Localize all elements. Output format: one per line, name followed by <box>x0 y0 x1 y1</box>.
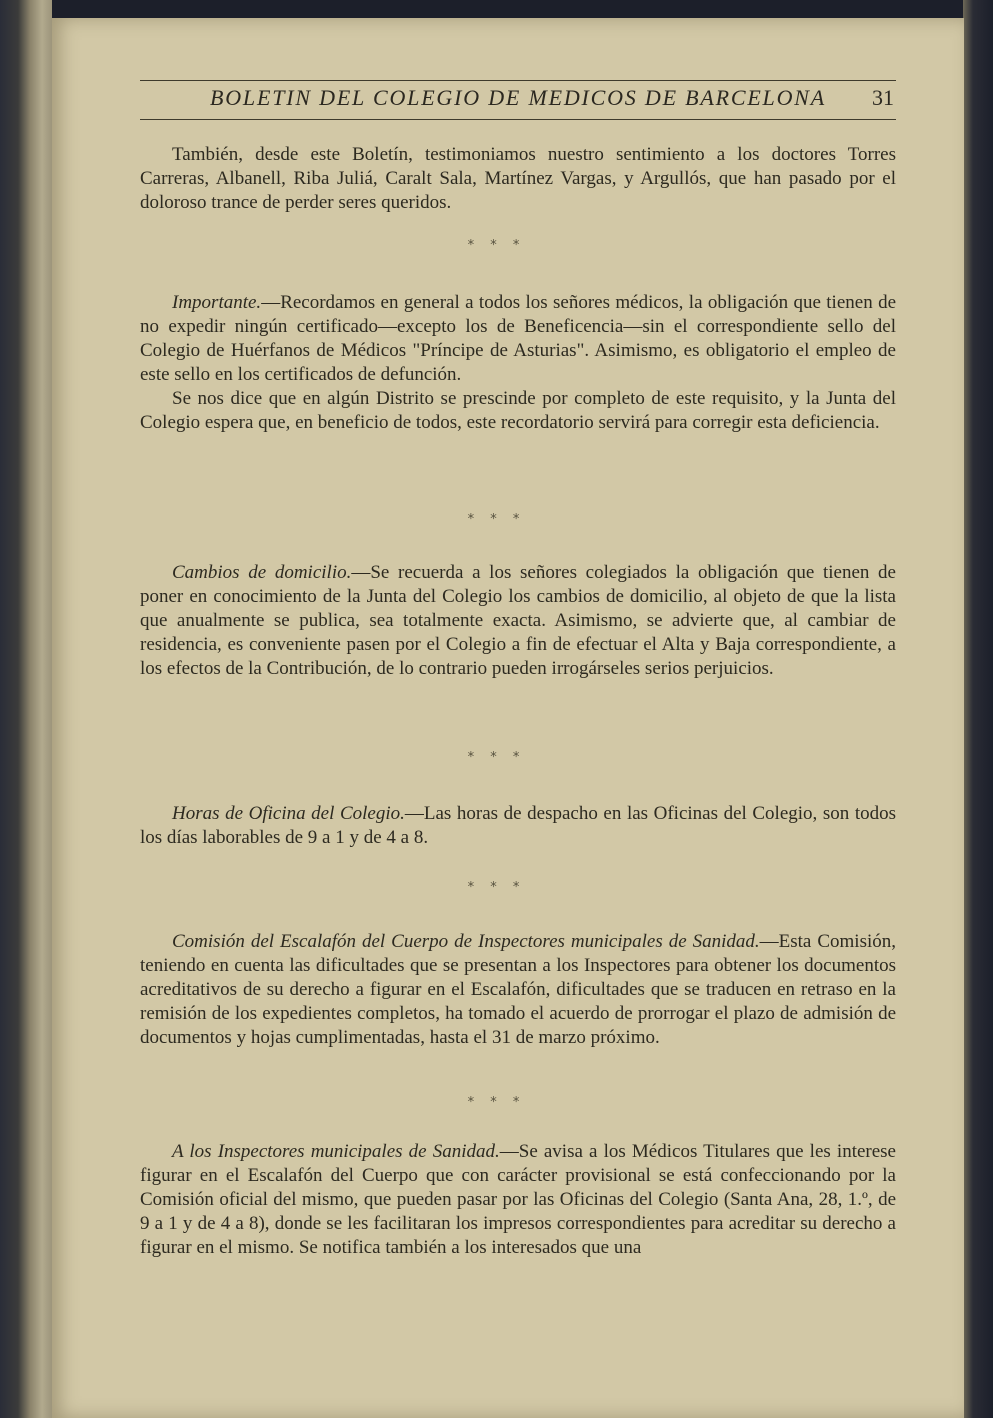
section-text: —Esta Comisión, teniendo en cuenta las dificultades que se presentan a los Inspectores para obtener los documentos acreditativos de su derecho a figurar en el Escalafón, dificultades que se traducen en retraso en la remisión de los expedientes completos, ha tomado el acuerdo de prorrogar el plazo de admisión de documentos y hojas cumplimentadas, hasta el 31 de marzo próximo. <box>140 931 896 1048</box>
section-text: —Se avisa a los Médicos Titulares que les interese figurar en el Escalafón del Cuerpo que con carácter provisional se está confeccionando por la Comisión oficial del mismo, que pueden pasar por las Oficinas del Colegio (Santa Ana, 28, 1.º, de 9 a 1 y de 4 a 8), donde se les facilitaran los impresos correspondientes para acreditar su derecho a figurar en el mismo. Se notifica también a los interesados que una <box>140 1141 896 1258</box>
section-separator: * * * <box>467 750 526 765</box>
section-text: Se nos dice que en algún Distrito se prescinde por completo de este requisito, y la Junta del Colegio espera que, en beneficio de todos, este recordatorio servirá para corregir esta deficiencia. <box>140 388 896 433</box>
section-comision-escalafon <box>140 930 896 1050</box>
header-title: BOLETIN DEL COLEGIO DE MEDICOS DE BARCELONA <box>210 85 826 110</box>
running-header <box>140 80 896 120</box>
section-heading: A los Inspectores municipales de Sanidad. <box>172 1141 500 1162</box>
section-separator: * * * <box>467 880 526 895</box>
section-horas-oficina <box>140 802 896 850</box>
section-heading: Comisión del Escalafón del Cuerpo de Inspectores municipales de Sanidad. <box>172 931 760 952</box>
section-text: —Recordamos en general a todos los señores médicos, la obligación que tienen de no expedir ningún certificado—excepto los de Beneficencia—sin el correspondiente sello del Colegio de Huérfanos de Médicos "Príncipe de Asturias". Asimismo, es obligatorio el empleo de este sello en los certificados de defunción. <box>140 292 896 385</box>
section-separator: * * * <box>467 238 526 253</box>
section-separator: * * * <box>467 1095 526 1110</box>
page-number: 31 <box>872 85 894 110</box>
section-separator: * * * <box>467 512 526 527</box>
section-heading: Cambios de domicilio. <box>172 562 352 583</box>
book-edge <box>963 0 993 1418</box>
section-heading: Importante. <box>172 292 262 313</box>
condolences-text: También, desde este Boletín, testimoniamos nuestro sentimiento a los doctores Torres Carreras, Albanell, Riba Juliá, Caralt Sala, Martínez Vargas, y Argullós, que han pasado por el doloroso trance de perder seres queridos. <box>140 144 896 213</box>
book-binding <box>0 0 52 1418</box>
section-text: —Se recuerda a los señores colegiados la obligación que tienen de poner en conocimiento de la Junta del Colegio los cambios de domicilio, al objeto de que la lista que anualmente se publica, sea totalmente exacta. Asimismo, se advierte que, al cambiar de residencia, es conveniente pasen por el Colegio a fin de efectuar el Alta y Baja correspondiente, a los efectos de la Contribución, de lo contrario pueden irrogárseles serios perjuicios. <box>140 562 896 679</box>
paragraph-condolences <box>140 143 896 215</box>
section-text: —Las horas de despacho en las Oficinas del Colegio, son todos los días laborables de 9 a 1 y de 4 a 8. <box>140 803 897 848</box>
section-inspectores-municipales <box>140 1140 896 1260</box>
section-heading: Horas de Oficina del Colegio. <box>172 803 405 824</box>
section-importante <box>140 291 896 435</box>
section-cambios-domicilio <box>140 561 896 681</box>
